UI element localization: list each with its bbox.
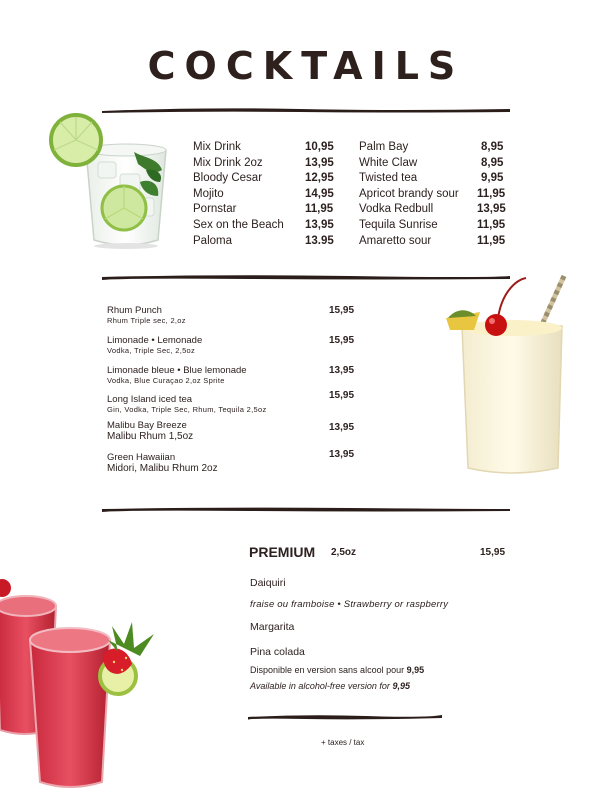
premium-item-daiquiri: Daiquiri	[250, 577, 286, 589]
menu-item: Paloma 13.95	[193, 234, 334, 247]
menu-item: Sex on the Beach 13,95	[193, 218, 334, 231]
alcohol-free-note-en: Available in alcohol-free version for 9,95	[250, 681, 410, 691]
premium-title: PREMIUM	[249, 544, 316, 560]
menu-item: Mojito 14,95	[193, 187, 334, 200]
premium-size: 2,5oz	[331, 547, 357, 558]
pina-colada-glass-image	[440, 272, 570, 482]
menu-item: Limonade bleue • Blue lemonade Vodka, Blue Curaçao 2,oz Sprite 13,95	[107, 365, 355, 385]
menu-item: Twisted tea 9,95	[359, 172, 504, 185]
menu-item: Malibu Bay Breeze Malibu Rhum 1,5oz 13,95	[107, 420, 355, 442]
menu-item: Rhum Punch Rhum Triple sec, 2,oz 15,95	[107, 305, 355, 325]
menu-item: Apricot brandy sour 11,95	[359, 187, 506, 200]
menu-item: Palm Bay 8,95	[359, 141, 504, 153]
menu-item: Vodka Redbull 13,95	[359, 203, 506, 216]
mojito-glass-image	[48, 112, 172, 254]
menu-item: Mix Drink 2oz 13,95	[193, 156, 334, 169]
alcohol-free-note-fr: Disponible en version sans alcool pour 9,95	[250, 665, 425, 675]
divider-brush-4	[246, 712, 444, 722]
premium-item-note: fraise ou framboise • Strawberry or raspberry	[250, 599, 449, 610]
menu-item: Tequila Sunrise 11,95	[359, 218, 506, 231]
premium-item-margarita: Margarita	[250, 621, 295, 633]
taxes-note: + taxes / tax	[321, 738, 365, 747]
menu-item: Long Island iced tea Gin, Vodka, Triple Sec, Rhum, Tequila 2,5oz 15,95	[107, 390, 355, 414]
menu-item: White Claw 8,95	[359, 156, 504, 169]
menu-item: Green Hawaiian Midori, Malibu Rhum 2oz 13,95	[107, 449, 355, 474]
menu-item: Amaretto sour 11,95	[359, 234, 506, 247]
premium-price: 15,95	[480, 547, 506, 558]
menu-item: Pornstar 11,95	[193, 203, 334, 216]
strawberry-daiquiri-image	[0, 560, 168, 791]
divider-brush-3	[100, 503, 512, 515]
page-title: COCKTAILS	[147, 44, 465, 88]
menu-column-right	[359, 141, 509, 250]
menu-item: Limonade • Lemonade Vodka, Triple Sec, 2,5oz 15,95	[107, 335, 355, 355]
premium-item-pina-colada: Pina colada	[250, 646, 305, 658]
menu-item: Bloody Cesar 12,95	[193, 172, 334, 185]
menu-item: Mix Drink 10,95	[193, 141, 334, 153]
menu-column-left	[193, 141, 333, 250]
